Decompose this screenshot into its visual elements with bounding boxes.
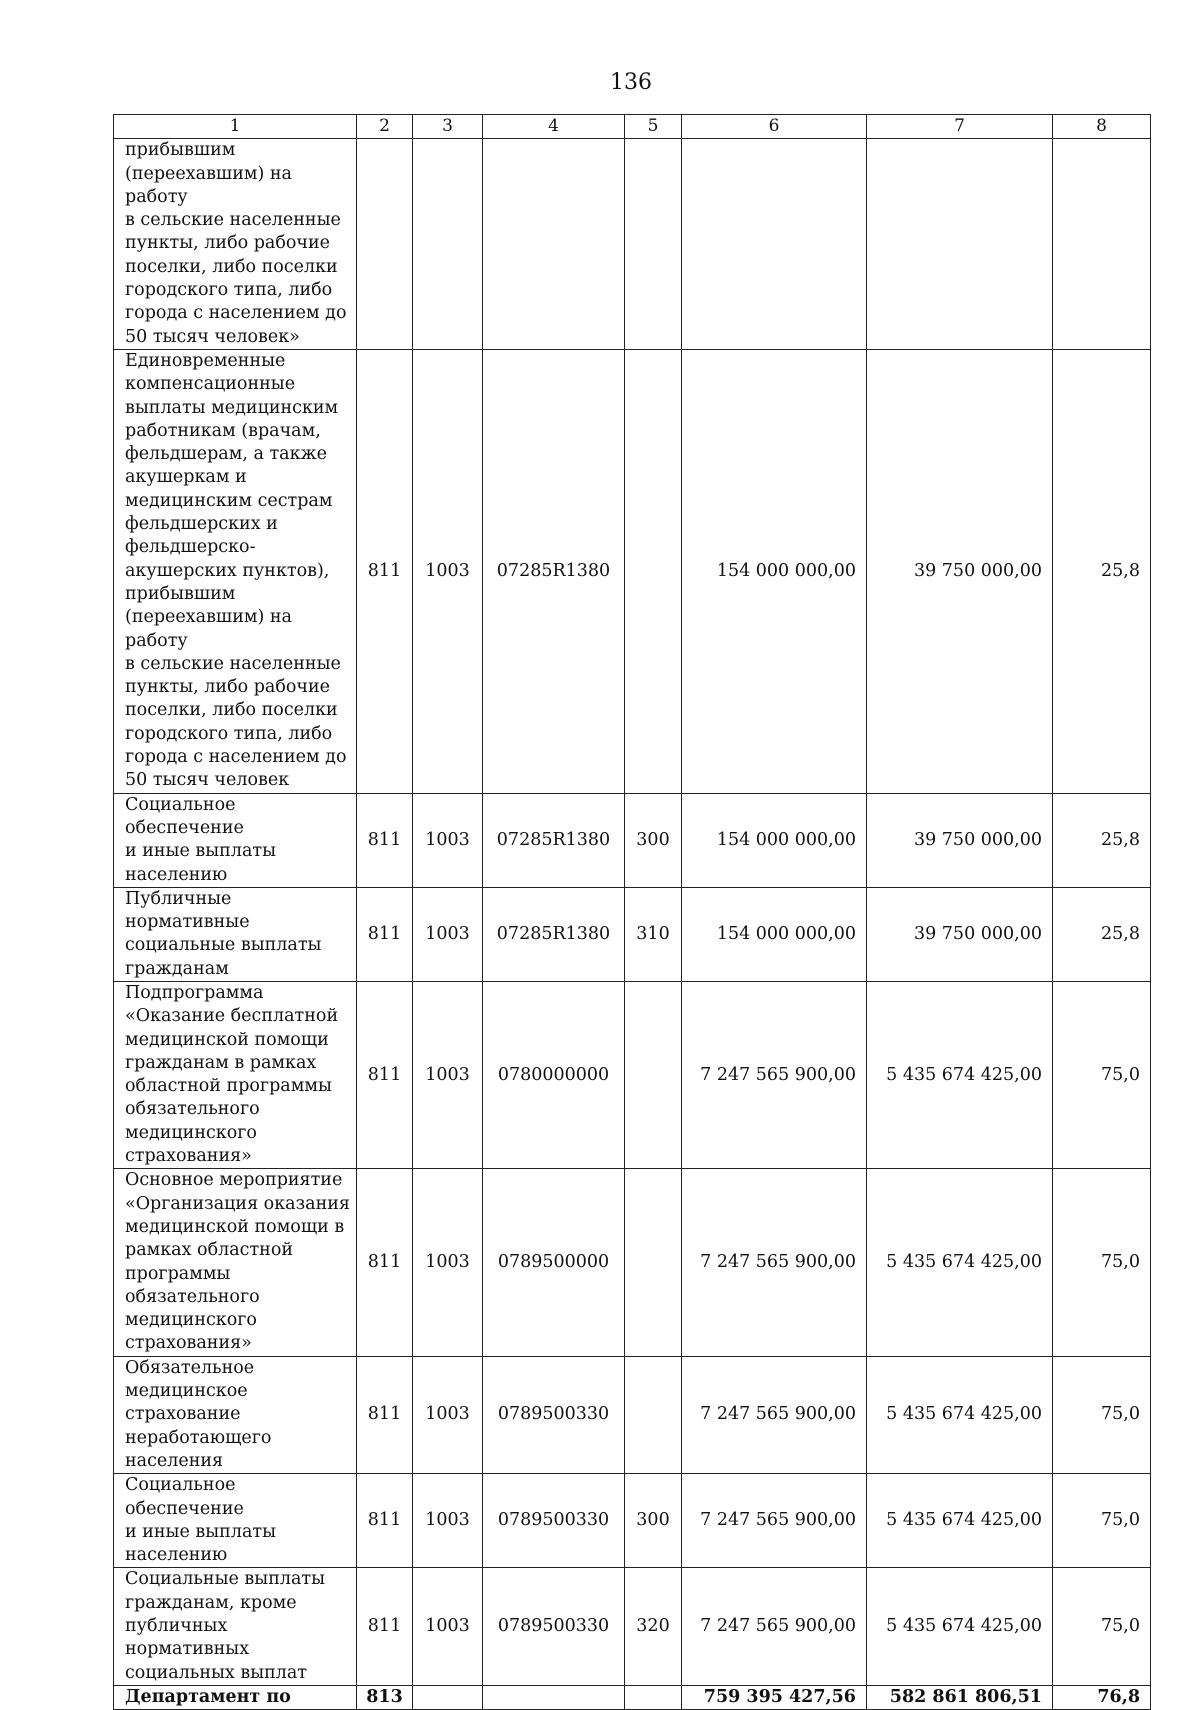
table-header-row bbox=[114, 115, 1151, 139]
table-row bbox=[114, 1474, 1151, 1568]
cell-section-code: 1003 bbox=[413, 793, 483, 887]
cell-plan-amount: 7 247 565 900,00 bbox=[682, 1356, 867, 1473]
cell-section-code: 1003 bbox=[413, 981, 483, 1168]
cell-expense-type: 300 bbox=[625, 793, 682, 887]
cell-expense-type bbox=[625, 981, 682, 1168]
cell-plan-amount: 7 247 565 900,00 bbox=[682, 1474, 867, 1568]
cell-expense-type bbox=[625, 349, 682, 793]
cell-percent: 76,8 bbox=[1053, 1685, 1151, 1709]
row-name: Обязательное медицинское страхование неработающего населения bbox=[114, 1356, 357, 1473]
row-name: Подпрограмма «Оказание бесплатной медицинской помощи гражданам в рамках областной программы обязательного медицинского страхования» bbox=[114, 981, 357, 1168]
cell-plan-amount: 759 395 427,56 bbox=[682, 1685, 867, 1709]
cell-target-article: 0789500330 bbox=[483, 1356, 625, 1473]
cell-ministry-code: 811 bbox=[357, 349, 413, 793]
column-header: 5 bbox=[625, 115, 682, 139]
cell-ministry-code: 811 bbox=[357, 1474, 413, 1568]
cell-ministry-code: 811 bbox=[357, 1356, 413, 1473]
cell-section-code: 1003 bbox=[413, 1474, 483, 1568]
cell-plan-amount bbox=[682, 139, 867, 350]
cell-percent: 25,8 bbox=[1053, 349, 1151, 793]
column-header: 8 bbox=[1053, 115, 1151, 139]
table-row bbox=[114, 1568, 1151, 1685]
cell-actual-amount: 5 435 674 425,00 bbox=[867, 1356, 1053, 1473]
cell-percent bbox=[1053, 139, 1151, 350]
cell-section-code bbox=[413, 139, 483, 350]
column-header: 2 bbox=[357, 115, 413, 139]
table-row bbox=[114, 349, 1151, 793]
cell-plan-amount: 154 000 000,00 bbox=[682, 887, 867, 981]
cell-percent: 75,0 bbox=[1053, 1474, 1151, 1568]
row-name: Социальное обеспечение и иные выплаты населению bbox=[114, 793, 357, 887]
cell-target-article: 07285R1380 bbox=[483, 349, 625, 793]
row-name: Единовременные компенсационные выплаты медицинским работникам (врачам, фельдшерам, а также акушеркам и медицинским сестрам фельдшерских и фельдшерско- акушерских пунктов), прибывшим (переехавшим) на работу в сельские населенные пункты, либо рабочие поселки, либо поселки городского типа, либо города с населением до 50 тысяч человек bbox=[114, 349, 357, 793]
cell-section-code: 1003 bbox=[413, 1568, 483, 1685]
cell-target-article: 0789500330 bbox=[483, 1568, 625, 1685]
cell-actual-amount: 5 435 674 425,00 bbox=[867, 1474, 1053, 1568]
cell-expense-type: 320 bbox=[625, 1568, 682, 1685]
cell-ministry-code: 811 bbox=[357, 887, 413, 981]
cell-plan-amount: 7 247 565 900,00 bbox=[682, 1169, 867, 1356]
cell-expense-type: 300 bbox=[625, 1474, 682, 1568]
cell-expense-type: 310 bbox=[625, 887, 682, 981]
row-name: Социальные выплаты гражданам, кроме публичных нормативных социальных выплат bbox=[114, 1568, 357, 1685]
cell-percent: 75,0 bbox=[1053, 1568, 1151, 1685]
cell-target-article: 07285R1380 bbox=[483, 793, 625, 887]
cell-expense-type bbox=[625, 1169, 682, 1356]
table-row bbox=[114, 887, 1151, 981]
cell-expense-type bbox=[625, 1356, 682, 1473]
column-header: 7 bbox=[867, 115, 1053, 139]
cell-actual-amount: 5 435 674 425,00 bbox=[867, 981, 1053, 1168]
cell-percent: 25,8 bbox=[1053, 793, 1151, 887]
cell-actual-amount: 39 750 000,00 bbox=[867, 793, 1053, 887]
row-name: Департамент по bbox=[114, 1685, 357, 1709]
cell-section-code: 1003 bbox=[413, 1356, 483, 1473]
cell-expense-type bbox=[625, 139, 682, 350]
cell-actual-amount bbox=[867, 139, 1053, 350]
cell-actual-amount: 5 435 674 425,00 bbox=[867, 1169, 1053, 1356]
column-header: 3 bbox=[413, 115, 483, 139]
cell-target-article: 0780000000 bbox=[483, 981, 625, 1168]
column-header: 6 bbox=[682, 115, 867, 139]
cell-target-article: 0789500000 bbox=[483, 1169, 625, 1356]
budget-table bbox=[113, 114, 1151, 1710]
column-header: 1 bbox=[114, 115, 357, 139]
cell-plan-amount: 7 247 565 900,00 bbox=[682, 981, 867, 1168]
cell-percent: 75,0 bbox=[1053, 1169, 1151, 1356]
cell-ministry-code: 811 bbox=[357, 981, 413, 1168]
cell-ministry-code: 813 bbox=[357, 1685, 413, 1709]
cell-actual-amount: 582 861 806,51 bbox=[867, 1685, 1053, 1709]
cell-section-code: 1003 bbox=[413, 1169, 483, 1356]
cell-actual-amount: 5 435 674 425,00 bbox=[867, 1568, 1053, 1685]
cell-section-code: 1003 bbox=[413, 887, 483, 981]
cell-actual-amount: 39 750 000,00 bbox=[867, 349, 1053, 793]
table-row bbox=[114, 139, 1151, 350]
table-row bbox=[114, 793, 1151, 887]
cell-percent: 75,0 bbox=[1053, 1356, 1151, 1473]
row-name: Основное мероприятие «Организация оказания медицинской помощи в рамках областной программы обязательного медицинского страхования» bbox=[114, 1169, 357, 1356]
table-row bbox=[114, 1169, 1151, 1356]
cell-plan-amount: 7 247 565 900,00 bbox=[682, 1568, 867, 1685]
cell-actual-amount: 39 750 000,00 bbox=[867, 887, 1053, 981]
cell-target-article bbox=[483, 139, 625, 350]
cell-percent: 25,8 bbox=[1053, 887, 1151, 981]
cell-percent: 75,0 bbox=[1053, 981, 1151, 1168]
table-row bbox=[114, 1356, 1151, 1473]
table-row bbox=[114, 981, 1151, 1168]
column-header: 4 bbox=[483, 115, 625, 139]
cell-target-article: 07285R1380 bbox=[483, 887, 625, 981]
cell-ministry-code bbox=[357, 139, 413, 350]
cell-plan-amount: 154 000 000,00 bbox=[682, 793, 867, 887]
cell-ministry-code: 811 bbox=[357, 1169, 413, 1356]
row-name: Публичные нормативные социальные выплаты гражданам bbox=[114, 887, 357, 981]
cell-target-article: 0789500330 bbox=[483, 1474, 625, 1568]
page-number: 136 bbox=[610, 70, 652, 95]
cell-section-code: 1003 bbox=[413, 349, 483, 793]
cell-ministry-code: 811 bbox=[357, 793, 413, 887]
row-name: прибывшим (переехавшим) на работу в сельские населенные пункты, либо рабочие поселки, либо поселки городского типа, либо города с населением до 50 тысяч человек» bbox=[114, 139, 357, 350]
cell-plan-amount: 154 000 000,00 bbox=[682, 349, 867, 793]
cell-ministry-code: 811 bbox=[357, 1568, 413, 1685]
row-name: Социальное обеспечение и иные выплаты населению bbox=[114, 1474, 357, 1568]
